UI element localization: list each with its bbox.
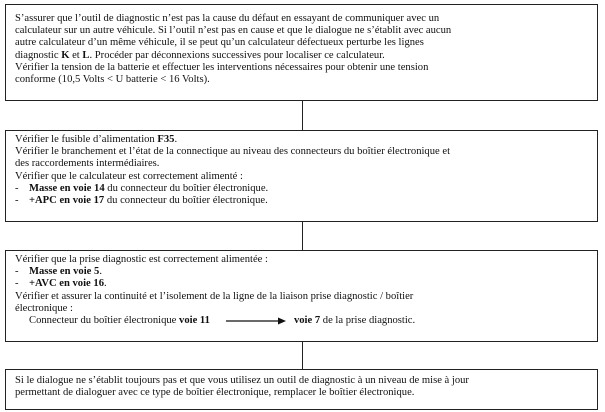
list-item	[15, 266, 589, 278]
text-line: électronique :	[15, 302, 73, 314]
pin-label: Masse en voie 14	[29, 182, 105, 194]
text-fragment: Vérifier le fusible d’alimentation	[15, 134, 158, 145]
text-line: Vérifier et assurer la continuité et l’isolement de la ligne de la liaison prise diagnostic / boîtier	[15, 290, 414, 302]
text-fragment: et	[69, 49, 83, 61]
text-fragment: du connecteur du boîtier électronique.	[104, 195, 268, 207]
text-line: conforme (10,5 Volts < U batterie < 16 Volts).	[15, 74, 210, 86]
text-line: Vérifier que la prise diagnostic est correctement alimentée :	[15, 254, 268, 265]
pin-label: +AVC en voie 16	[29, 278, 104, 290]
flow-connector	[302, 101, 303, 130]
list-item	[15, 278, 589, 290]
text-fragment: diagnostic	[15, 49, 62, 61]
text-fragment: .	[174, 134, 178, 145]
bullet-dash: -	[15, 182, 19, 194]
text-line: des raccordements intermédiaires.	[15, 158, 160, 170]
flow-connector	[302, 342, 303, 369]
bullet-dash: -	[15, 266, 19, 278]
pin-label: voie 7	[293, 315, 321, 327]
line-k-label: K	[61, 49, 70, 61]
step-box-replace-unit	[5, 369, 598, 410]
step-box-check-power	[5, 130, 598, 222]
pin-label: voie 11	[179, 315, 210, 327]
text-fragment: Connecteur du boîtier électronique	[29, 315, 180, 327]
text-line: Vérifier la tension de la batterie et effectuer les interventions nécessaires pour obtenir une tension	[15, 61, 429, 73]
text-fragment: du connecteur du boîtier électronique.	[104, 182, 269, 194]
text-line: calculateur sur un autre véhicule. Si l’outil n’est pas en cause et que le dialogue ne s’établit avec aucun	[15, 25, 452, 37]
list-item	[15, 183, 589, 195]
text-line: permettant de dialoguer avec ce type de boîtier électronique, remplacer le boîtier électronique.	[15, 387, 415, 399]
text-fragment: . Procéder par déconnexions successives pour localiser ce calculateur.	[89, 49, 385, 61]
text-fragment: .	[104, 278, 107, 290]
pin-label: +APC en voie 17	[29, 195, 105, 207]
flow-connector	[302, 222, 303, 250]
step-box-check-tool	[5, 4, 598, 101]
line-l-label: L	[82, 49, 90, 61]
text-line: autre calculateur d’un même véhicule, il se peut qu’un calculateur défectueux perturbe les lignes	[15, 37, 424, 49]
text-line: Vérifier le branchement et l’état de la connectique au niveau des connecteurs du boîtier électronique et	[15, 146, 451, 158]
text-line: Si le dialogue ne s’établit toujours pas et que vous utilisez un outil de diagnostic à un niveau de mise à jour	[15, 375, 469, 386]
text-line	[15, 134, 589, 146]
right-arrow-icon	[226, 317, 286, 325]
fuse-label: F35	[157, 134, 175, 145]
pin-label: Masse en voie 5	[29, 266, 100, 278]
text-line	[15, 50, 589, 62]
bullet-dash: -	[15, 278, 19, 290]
step-box-check-diag-socket	[5, 250, 598, 342]
text-line: Vérifier que le calculateur est correctement alimenté :	[15, 170, 243, 182]
text-line: S’assurer que l’outil de diagnostic n’est pas la cause du défaut en essayant de communiquer avec un	[15, 13, 440, 24]
bullet-dash: -	[15, 195, 19, 207]
connection-row	[15, 315, 589, 327]
list-item	[15, 195, 589, 207]
text-fragment: de la prise diagnostic.	[320, 315, 416, 327]
text-fragment: .	[99, 266, 102, 278]
